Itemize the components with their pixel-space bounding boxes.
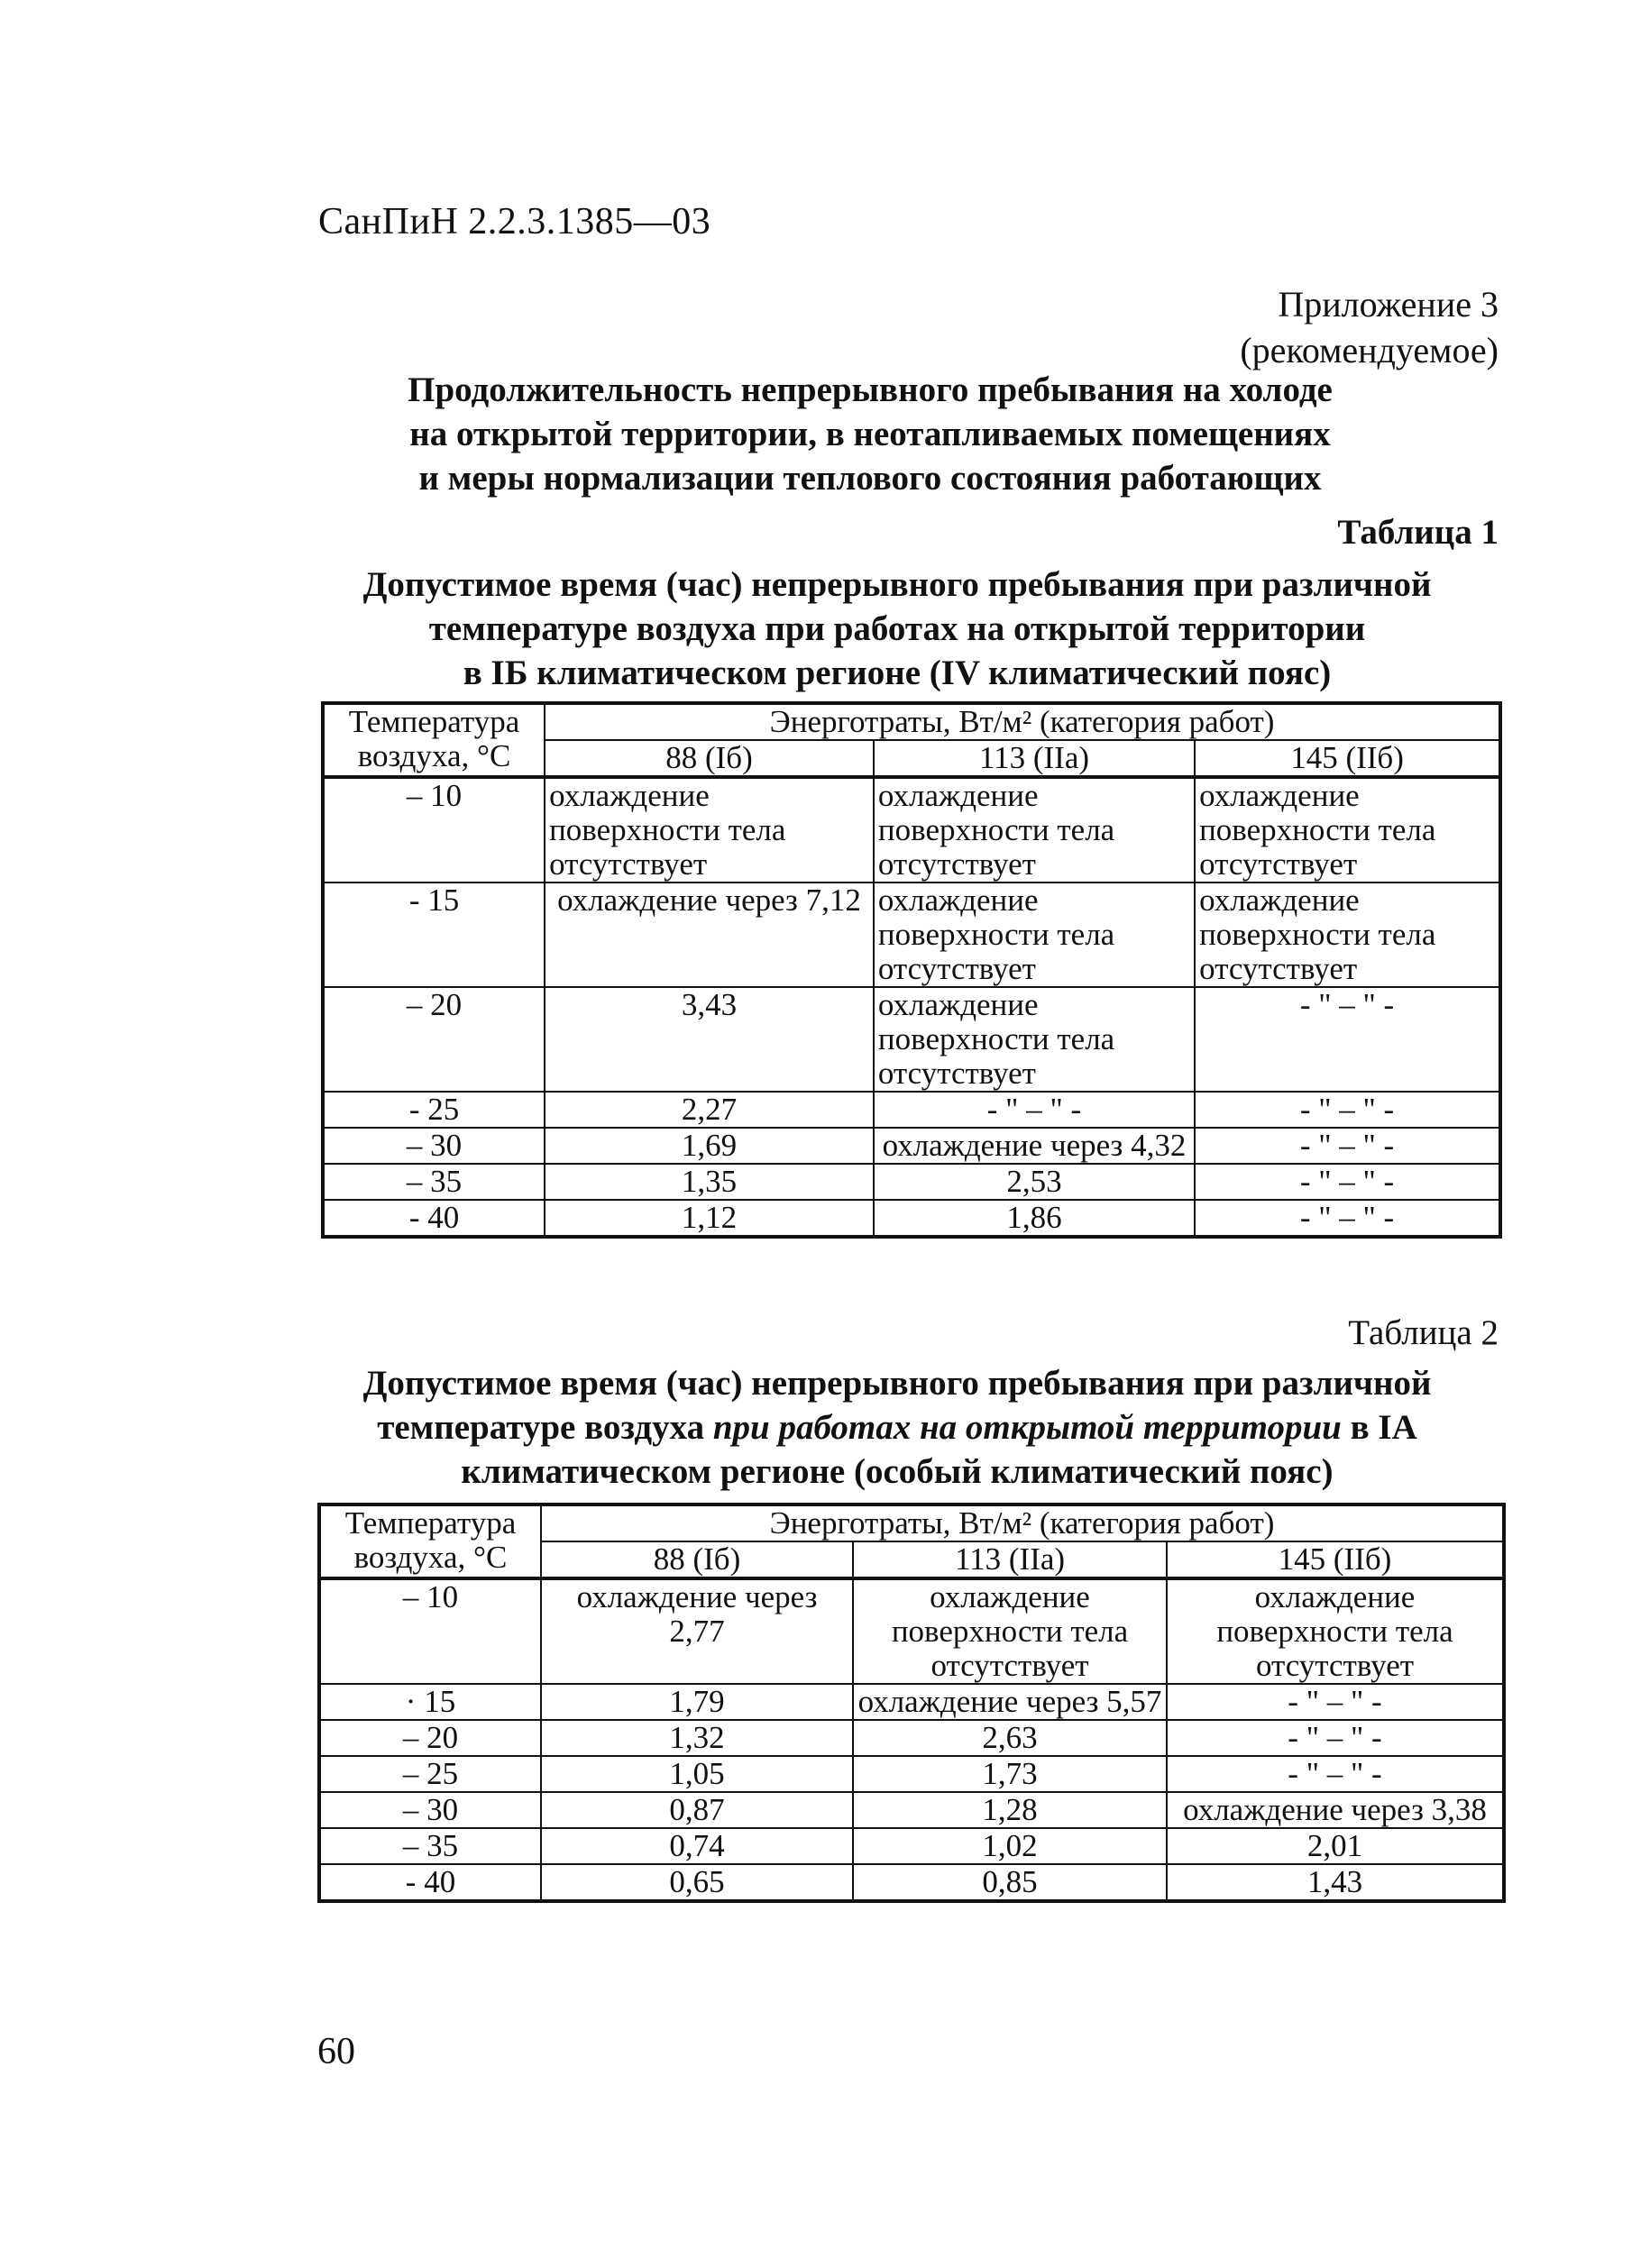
annex-label (1240, 281, 1499, 373)
table-cell: - " – " - (1167, 1684, 1504, 1720)
table-cell: 1,02 (853, 1828, 1167, 1864)
table-2-title-line-2-part-1: температуре воздуха (377, 1408, 713, 1447)
table-cell: 3,43 (545, 987, 874, 1092)
table-cell: 1,12 (545, 1200, 874, 1237)
table-1-title (298, 562, 1497, 695)
annex-number: Приложение 3 (1278, 284, 1499, 325)
table-row (323, 1164, 1500, 1200)
table-cell: охлаждение поверхности тела отсутствует (1195, 883, 1500, 987)
energy-expenditure-header: Энерготраты, Вт/м² (категория работ) (541, 1504, 1504, 1541)
table-cell: - " – " - (874, 1092, 1195, 1128)
temperature-column-header: Температура воздуха, °С (323, 703, 545, 777)
temperature-cell: – 10 (323, 777, 545, 883)
temperature-cell: – 30 (319, 1792, 541, 1828)
table-2-title-line-3: климатическом регионе (особый климатический пояс) (461, 1452, 1334, 1491)
table-cell: охлаждение поверхности тела отсутствует (853, 1578, 1167, 1684)
table-cell: 1,69 (545, 1128, 874, 1164)
table-row (319, 1828, 1504, 1864)
table-cell: 1,86 (874, 1200, 1195, 1237)
table-row (319, 1720, 1504, 1756)
energy-expenditure-header: Энерготраты, Вт/м² (категория работ) (545, 703, 1500, 740)
temperature-cell: – 30 (323, 1128, 545, 1164)
temperature-cell: – 20 (319, 1720, 541, 1756)
temperature-column-header: Температура воздуха, °С (319, 1504, 541, 1578)
table-cell: 0,87 (541, 1792, 853, 1828)
table-cell: 2,63 (853, 1720, 1167, 1756)
column-header-113: 113 (IIа) (874, 740, 1195, 777)
table-cell: охлаждение поверхности тела отсутствует (874, 987, 1195, 1092)
table-cell: 1,79 (541, 1684, 853, 1720)
table-row (319, 1792, 1504, 1828)
table-cell: - " – " - (1195, 987, 1500, 1092)
table-cell: 0,65 (541, 1864, 853, 1901)
table-row (319, 1578, 1504, 1684)
table-cell: - " – " - (1167, 1720, 1504, 1756)
table-cell: 2,53 (874, 1164, 1195, 1200)
annex-status: (рекомендуемое) (1240, 330, 1499, 370)
table-row (323, 883, 1500, 987)
table-cell: - " – " - (1195, 1200, 1500, 1237)
table-row (319, 1756, 1504, 1792)
table-cell: охлаждение поверхности тела отсутствует (1195, 777, 1500, 883)
table-row (319, 1684, 1504, 1720)
temperature-cell: – 20 (323, 987, 545, 1092)
table-cell: 1,35 (545, 1164, 874, 1200)
table-2-label: Таблица 2 (1348, 1313, 1499, 1352)
table-cell: - " – " - (1195, 1164, 1500, 1200)
table-cell: охлаждение через 7,12 (545, 883, 874, 987)
table-cell: - " – " - (1195, 1092, 1500, 1128)
temperature-cell: – 10 (319, 1578, 541, 1684)
table-2-title-line-2 (298, 1405, 1497, 1450)
table-1 (321, 701, 1502, 1239)
column-header-88: 88 (Iб) (541, 1541, 853, 1578)
column-header-145: 145 (IIб) (1167, 1541, 1504, 1578)
column-header-113: 113 (IIа) (853, 1541, 1167, 1578)
table-2-title-line-2-part-2: при работах на открытой территории (712, 1408, 1342, 1447)
table-cell: охлаждение поверхности тела отсутствует (545, 777, 874, 883)
temperature-cell: – 25 (319, 1756, 541, 1792)
table-row (323, 777, 1500, 883)
table-2-title-line-1: Допустимое время (час) непрерывного пребывания при различной (362, 1364, 1432, 1403)
document-code: СанПиН 2.2.3.1385—03 (318, 201, 711, 242)
column-header-145: 145 (IIб) (1195, 740, 1500, 777)
table-cell: 1,32 (541, 1720, 853, 1756)
table-cell: охлаждение поверхности тела отсутствует (874, 883, 1195, 987)
table-cell: охлаждение через 4,32 (874, 1128, 1195, 1164)
table-2-title-line-2-part-3: в IА (1341, 1408, 1417, 1447)
table-cell: 1,05 (541, 1756, 853, 1792)
table-cell: 1,28 (853, 1792, 1167, 1828)
table-1-title-line-1: Допустимое время (час) непрерывного пребывания при различной (362, 565, 1432, 604)
table-row (323, 1092, 1500, 1128)
table-row (323, 1128, 1500, 1164)
temperature-cell: – 35 (323, 1164, 545, 1200)
table-cell: охлаждение через 3,38 (1167, 1792, 1504, 1828)
temperature-cell: - 40 (319, 1864, 541, 1901)
table-cell: 0,85 (853, 1864, 1167, 1901)
table-cell: охлаждение через 2,77 (541, 1578, 853, 1684)
temperature-cell: - 40 (323, 1200, 545, 1237)
table-2 (317, 1503, 1506, 1903)
table-1-title-line-2: температуре воздуха при работах на открытой территории (428, 609, 1366, 648)
table-cell: 2,27 (545, 1092, 874, 1128)
table-row (323, 1200, 1500, 1237)
heading-line-2: на открытой территории, в неотапливаемых помещениях (409, 415, 1331, 453)
heading-line-3: и меры нормализации теплового состояния работающих (418, 459, 1322, 498)
table-cell: охлаждение через 5,57 (853, 1684, 1167, 1720)
temperature-cell: - 15 (323, 883, 545, 987)
temperature-cell: – 35 (319, 1828, 541, 1864)
page-number: 60 (317, 2031, 355, 2072)
table-cell: охлаждение поверхности тела отсутствует (1167, 1578, 1504, 1684)
table-1-label: Таблица 1 (1337, 513, 1499, 552)
annex-heading (307, 368, 1434, 500)
table-1-title-line-3: в IБ климатическом регионе (IV климатический пояс) (463, 654, 1332, 692)
table-row (319, 1864, 1504, 1901)
table-cell: 2,01 (1167, 1828, 1504, 1864)
table-row (323, 987, 1500, 1092)
table-cell: охлаждение поверхности тела отсутствует (874, 777, 1195, 883)
temperature-cell: · 15 (319, 1684, 541, 1720)
table-cell: - " – " - (1195, 1128, 1500, 1164)
temperature-cell: - 25 (323, 1092, 545, 1128)
table-cell: 0,74 (541, 1828, 853, 1864)
table-cell: - " – " - (1167, 1756, 1504, 1792)
table-2-title (298, 1361, 1497, 1494)
table-cell: 1,73 (853, 1756, 1167, 1792)
table-cell: 1,43 (1167, 1864, 1504, 1901)
heading-line-1: Продолжительность непрерывного пребывания на холоде (408, 370, 1333, 409)
column-header-88: 88 (Iб) (545, 740, 874, 777)
